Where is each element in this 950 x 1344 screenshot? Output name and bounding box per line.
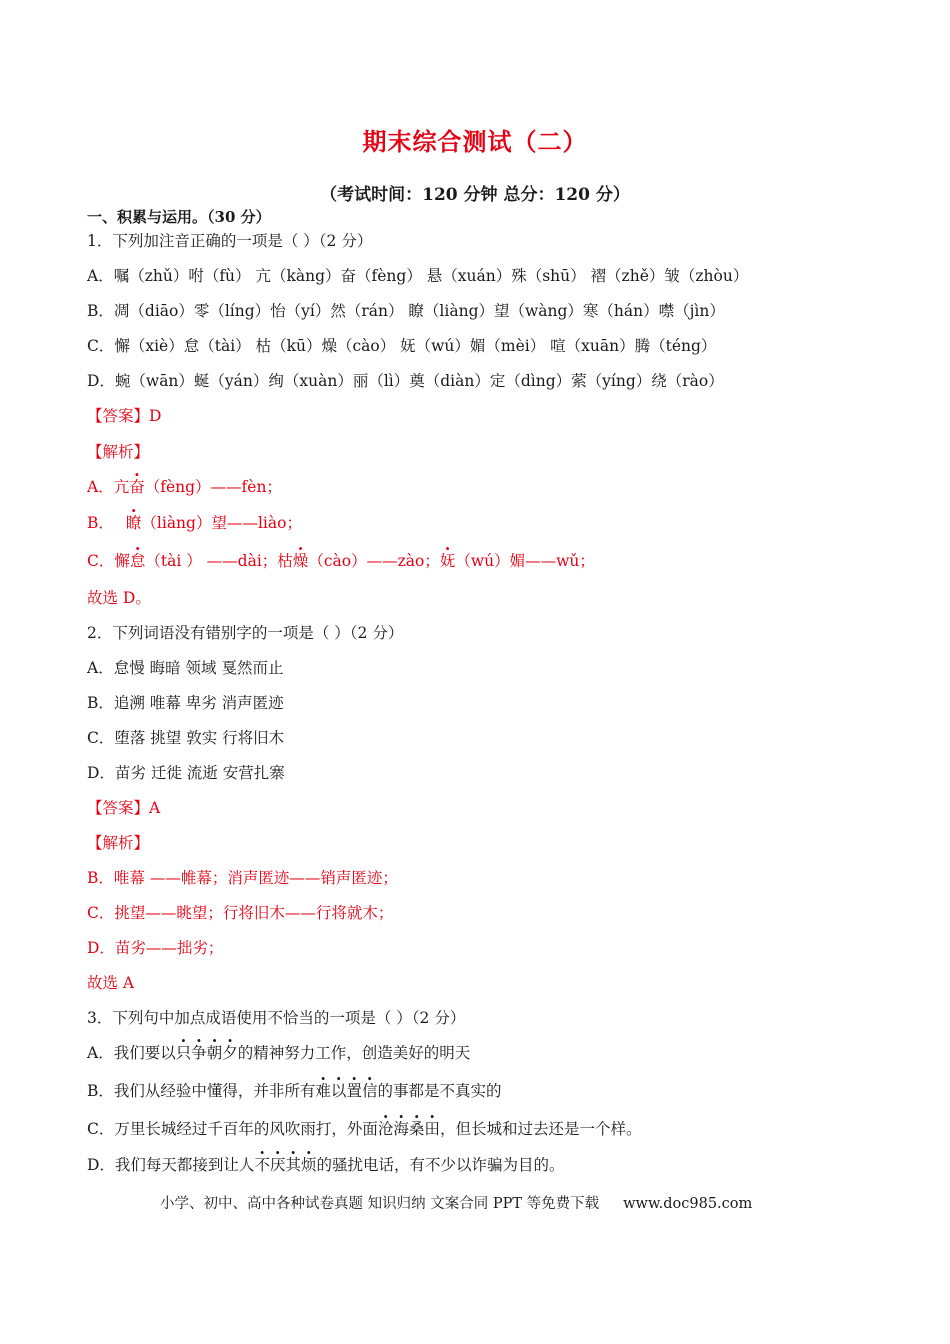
analysis-text: （fèng）——fèn；: [144, 478, 282, 496]
option-text: A．我们要以: [87, 1044, 176, 1062]
dotted-char: 信: [361, 1082, 378, 1100]
option-text: 的骚扰电话，有不少以诈骗为目的。: [316, 1156, 565, 1174]
section-heading: 一、积累与运用。（30 分）: [87, 208, 271, 226]
dotted-idiom: [378, 1120, 440, 1138]
question-1-stem: 1．下列加注音正确的一项是（ ）（2 分）: [87, 232, 373, 250]
option-text: 的事都是不真实的: [377, 1082, 502, 1100]
question-2-analysis-d: D．苗劣——拙劣；: [87, 939, 224, 957]
dotted-char: 沧: [377, 1120, 394, 1138]
dotted-char: 奋: [129, 478, 145, 496]
analysis-text: （liàng）望——liào；: [141, 514, 302, 532]
option-text: ，但长城和过去还是一个样。: [439, 1120, 642, 1138]
dotted-char: 以: [330, 1082, 347, 1100]
question-2-answer: 【答案】A: [87, 799, 161, 817]
question-3-option-d: [87, 1155, 565, 1175]
question-2-analysis-c: C．挑望——眺望；行将旧木——行将就木；: [87, 904, 394, 922]
question-1-option-b: B．凋（diāo）零（líng）怡（yí）然（rán） 瞭（liàng）望（wàng）寒（hán）噤（jìn）: [87, 302, 725, 320]
question-2-conclusion: 故选 A: [87, 974, 135, 992]
footer-text: 小学、初中、高中各种试卷真题 知识归纳 文案合同 PPT 等免费下载: [160, 1196, 600, 1212]
dotted-char: 夕: [222, 1044, 238, 1062]
page-footer: [160, 1192, 752, 1213]
question-2-analysis-label: 【解析】: [87, 834, 150, 852]
dotted-char: 争: [191, 1044, 207, 1062]
question-1-analysis-c: [87, 551, 595, 571]
exam-info: （考试时间：120 分钟 总分：120 分）: [320, 185, 630, 205]
question-1-option-c: C．懈（xiè）怠（tài） 枯（kū）燥（cào） 妩（wú）媚（mèi） 喧（xuān）腾（téng）: [87, 337, 717, 355]
question-2-stem: 2．下列词语没有错别字的一项是（ ）（2 分）: [87, 624, 404, 642]
analysis-text: （wú）媚——wǔ；: [455, 552, 595, 570]
question-1-answer: 【答案】D: [87, 407, 162, 425]
dotted-idiom: [254, 1156, 316, 1174]
dotted-char: 烦: [300, 1156, 317, 1174]
dotted-char: 只: [175, 1044, 192, 1062]
question-1-conclusion: 故选 D。: [87, 589, 151, 607]
analysis-text: C．懈: [87, 552, 130, 570]
option-text: 的精神努力工作，创造美好的明天: [237, 1044, 471, 1062]
question-1-analysis-a: [87, 477, 282, 497]
option-text: B．我们从经验中懂得，并非所有: [87, 1082, 316, 1100]
dotted-char: 田: [424, 1120, 440, 1138]
question-1-option-a: A．嘱（zhǔ）咐（fù） 亢（kàng）奋（fèng） 悬（xuán）殊（shū） 褶（zhě）皱（zhòu）: [87, 267, 749, 285]
dotted-char: 其: [285, 1156, 301, 1174]
question-2-option-b: B．追溯 唯幕 卑劣 消声匿迹: [87, 694, 284, 712]
dotted-idiom: [176, 1044, 238, 1062]
question-2-option-d: D．苗劣 迁徙 流逝 安营扎寨: [87, 764, 285, 782]
analysis-text: A．亢: [87, 478, 130, 496]
dotted-char: 置: [346, 1082, 362, 1100]
dotted-char: 桑: [408, 1120, 425, 1138]
option-text: C．万里长城经过千百年的风吹雨打，外面: [87, 1120, 378, 1138]
option-text: D．我们每天都接到让人: [87, 1156, 255, 1174]
question-3-option-b: [87, 1081, 501, 1101]
question-3-option-a: [87, 1043, 470, 1063]
dotted-char: 朝: [206, 1044, 223, 1062]
dotted-char: 海: [393, 1120, 409, 1138]
dotted-char: 瞭: [125, 514, 142, 532]
question-3-option-c: [87, 1119, 641, 1139]
page-title: 期末综合测试（二）: [362, 127, 588, 156]
analysis-text: （tài ） ——dài；枯: [145, 552, 293, 570]
dotted-char: 不: [254, 1156, 270, 1174]
question-1-option-d: D．蜿（wān）蜒（yán）绚（xuàn）丽（lì）奠（diàn）定（dìng）萦（yíng）绕（rào）: [87, 372, 724, 390]
analysis-text: （cào）——zào；: [308, 552, 440, 570]
footer-link[interactable]: www.doc985.com: [623, 1196, 753, 1212]
analysis-text: B．: [87, 514, 114, 532]
dotted-char: 怠: [129, 552, 146, 570]
question-2-analysis-b: B．唯幕 ——帷幕；消声匿迹——销声匿迹；: [87, 869, 398, 887]
dotted-char: 妩: [439, 552, 456, 570]
question-1-analysis-label: 【解析】: [87, 443, 150, 461]
dotted-char: 难: [315, 1082, 331, 1100]
dotted-char: 厌: [269, 1156, 286, 1174]
question-2-option-a: A．怠慢 晦暗 领域 戛然而止: [87, 659, 284, 677]
question-2-option-c: C．堕落 挑望 敦实 行将旧木: [87, 729, 285, 747]
question-3-stem: 3．下列句中加点成语使用不恰当的一项是（ ）（2 分）: [87, 1009, 466, 1027]
dotted-idiom: [315, 1082, 377, 1100]
question-1-analysis-b: [87, 513, 302, 533]
dotted-char: 燥: [292, 552, 309, 570]
